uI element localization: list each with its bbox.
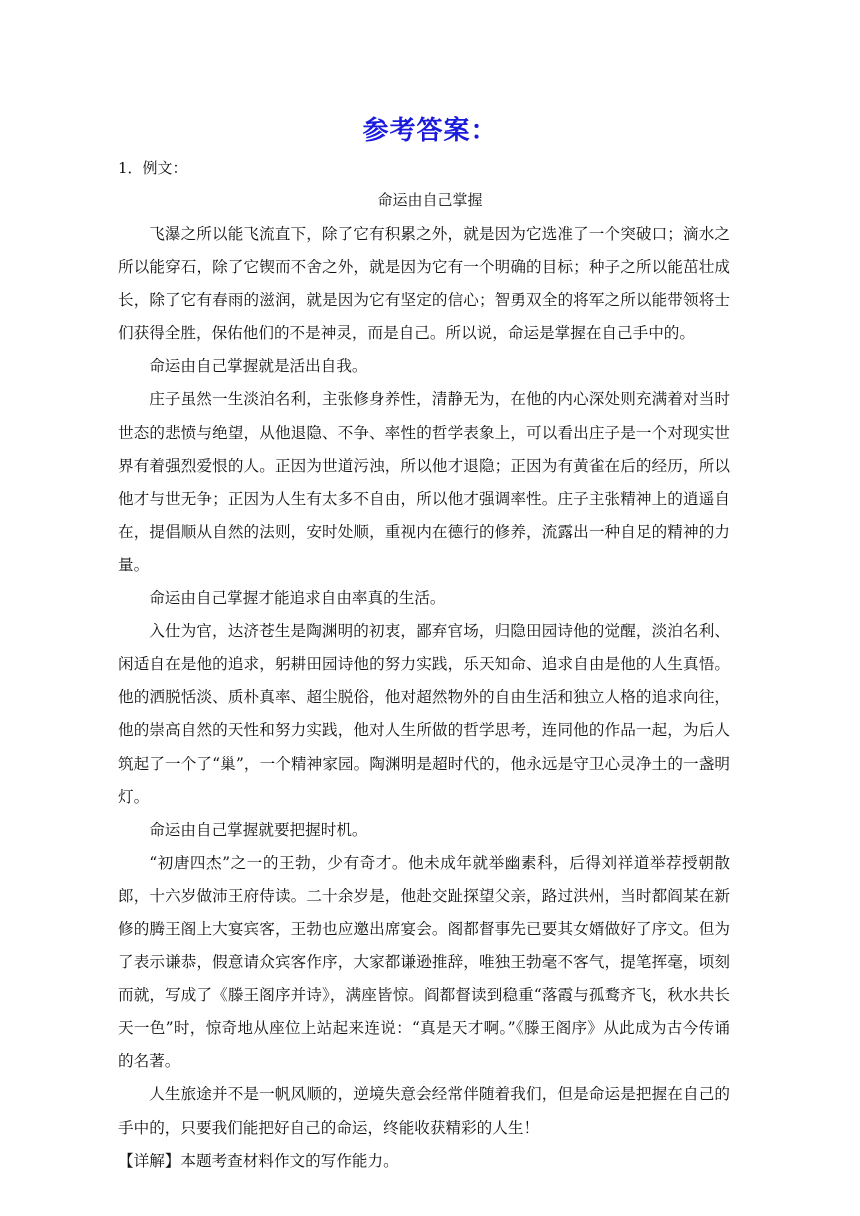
essay-paragraph: 命运由自己掌握就要把握时机。 [149,820,368,839]
essay-paragraph: 飞瀑之所以能飞流直下，除了它有积累之外，就是因为它选准了一个突破口；滴水之所以能穿石，除了它锲而不舍之外，就是因为它有一个明确的目标；种子之所以能茁壮成长，除了它有春雨的滋润，就是因为它有坚定的信心；智勇双全的将军之所以能带领将士们获得全胜，保佑他们的不是神灵，而是自己。所以说，命运是掌握在自己手中的。 [118,225,730,343]
essay-paragraph: 命运由自己掌握才能追求自由率真的生活。 [149,589,446,608]
essay-paragraph: 命运由自己掌握就是活出自我。 [149,357,368,376]
essay-paragraph: “初唐四杰”之一的王勃，少有奇才。他未成年就举幽素科，后得刘祥道举荐授朝散郎，十六岁做沛王府侍读。二十余岁是，他赴交趾探望父亲，路过洪州，当时都阎某在新修的腾王阁上大宴宾客，王勃也应邀出席宴会。阁都督事先已要其女婿做好了序文。但为了表示谦恭，假意请众宾客作序，大家都谦逊推辞，唯独王勃毫不客气，提笔挥毫，顷刻而就，写成了《滕王阁序并诗》，满座皆惊。阎都督读到稳重“落霞与孤鹜齐飞，秋水共长天一色”时，惊奇地从座位上站起来连说：“真是天才啊。”《滕王阁序》从此成为古今传诵的名著。 [118,853,730,1071]
essay-paragraph: 人生旅途并不是一帆风顺的，逆境失意会经常伴随着我们，但是命运是把握在自己的手中的，只要我们能把好自己的命运，终能收获精彩的人生！ [118,1085,730,1137]
essay-body [118,218,730,1178]
detail-explanation: 【详解】本题考查材料作文的写作能力。 [118,1151,399,1170]
essay-title: 命运由自己掌握 [377,191,483,209]
question-number-label: 1．例文： [118,159,188,177]
answer-heading: 参考答案： [362,116,498,146]
essay-paragraph: 庄子虽然一生淡泊名利，主张修身养性，清静无为，在他的内心深处则充满着对当时世态的悲愤与绝望，从他退隐、不争、率性的哲学表象上，可以看出庄子是一个对现实世界有着强烈爱恨的人。正因为世道污浊，所以他才退隐；正因为有黄雀在后的经历，所以他才与世无争；正因为人生有太多不自由，所以他才强调率性。庄子主张精神上的逍遥自在，提倡顺从自然的法则，安时处顺，重视内在德行的修养，流露出一种自足的精神的力量。 [118,390,730,574]
essay-paragraph: 入仕为官，达济苍生是陶渊明的初衷，鄙弃官场，归隐田园诗他的觉醒，淡泊名利、闲适自在是他的追求，躬耕田园诗他的努力实践，乐天知命、追求自由是他的人生真悟。他的洒脱恬淡、质朴真率、超尘脱俗，他对超然物外的自由生活和独立人格的追求向往，他的崇高自然的天性和努力实践，他对人生所做的哲学思考，连同他的作品一起，为后人筑起了一个了“巢”，一个精神家园。陶渊明是超时代的，他永远是守卫心灵净土的一盏明灯。 [118,622,730,806]
